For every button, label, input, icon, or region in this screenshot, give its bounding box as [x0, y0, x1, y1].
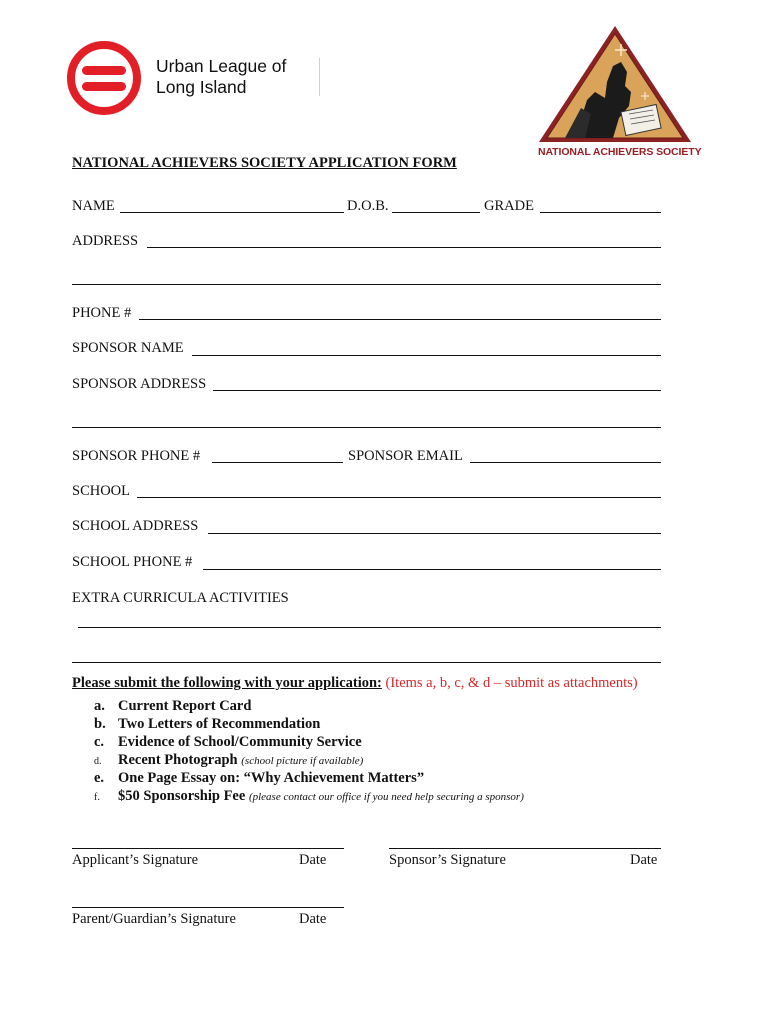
list-item-text: One Page Essay on: “Why Achievement Matters” — [118, 770, 425, 786]
school-address-label: SCHOOL ADDRESS — [72, 518, 199, 534]
list-item — [94, 769, 524, 787]
list-item — [94, 751, 524, 769]
national-achievers-society-seal — [535, 22, 695, 162]
list-item-text: Two Letters of Recommendation — [118, 716, 321, 732]
requirements-heading-text: Please submit the following with your application: — [72, 675, 382, 691]
sponsor-signature-line[interactable] — [389, 848, 661, 849]
name-field[interactable] — [120, 212, 344, 213]
phone-label: PHONE # — [72, 305, 132, 321]
list-item — [94, 715, 524, 733]
list-marker: c. — [94, 734, 105, 750]
guardian-date-label: Date — [299, 911, 327, 927]
address-field-line2[interactable] — [72, 284, 661, 285]
list-item-text: Recent Photograph — [118, 752, 238, 768]
grade-field[interactable] — [540, 212, 661, 213]
address-field[interactable] — [147, 247, 661, 248]
applicant-date-label: Date — [299, 852, 327, 868]
school-address-field[interactable] — [208, 533, 661, 534]
form-title: NATIONAL ACHIEVERS SOCIETY APPLICATION FORM — [72, 155, 457, 171]
sponsor-name-label: SPONSOR NAME — [72, 340, 184, 356]
sponsor-phone-field[interactable] — [212, 462, 343, 463]
list-item-text: $50 Sponsorship Fee — [118, 788, 246, 804]
school-field[interactable] — [137, 497, 661, 498]
list-item-text: Current Report Card — [118, 698, 252, 714]
grade-label: GRADE — [484, 198, 534, 214]
address-label: ADDRESS — [72, 233, 139, 249]
extra-activities-field[interactable] — [78, 627, 661, 628]
name-label: NAME — [72, 198, 115, 214]
school-phone-field[interactable] — [203, 569, 661, 570]
org-name-line1: Urban League of — [156, 56, 287, 76]
list-item — [94, 697, 524, 715]
guardian-signature-line[interactable] — [72, 907, 344, 908]
dob-label: D.O.B. — [347, 198, 389, 214]
requirements-heading — [72, 675, 638, 692]
sponsor-name-field[interactable] — [192, 355, 661, 356]
extra-activities-field-line2[interactable] — [72, 662, 661, 663]
list-marker: d. — [94, 756, 102, 767]
phone-field[interactable] — [139, 319, 661, 320]
extra-activities-label: EXTRA CURRICULA ACTIVITIES — [72, 590, 289, 606]
requirements-list — [94, 697, 524, 805]
list-item — [94, 787, 524, 805]
applicant-signature-label: Applicant’s Signature — [72, 852, 199, 868]
list-item — [94, 733, 524, 751]
sponsor-signature-label: Sponsor’s Signature — [389, 852, 506, 868]
sponsor-email-field[interactable] — [470, 462, 661, 463]
school-label: SCHOOL — [72, 483, 131, 499]
list-item-text: Evidence of School/Community Service — [118, 734, 362, 750]
org-name — [156, 56, 286, 98]
org-name-line2: Long Island — [156, 77, 247, 97]
school-phone-label: SCHOOL PHONE # — [72, 554, 193, 570]
sponsor-address-field[interactable] — [213, 390, 661, 391]
list-marker: b. — [94, 716, 106, 732]
seal-caption: NATIONAL ACHIEVERS SOCIETY — [538, 146, 702, 158]
requirements-heading-note: (Items a, b, c, & d – submit as attachments) — [385, 675, 638, 691]
sponsor-phone-label: SPONSOR PHONE # — [72, 448, 201, 464]
list-item-note: (school picture if available) — [241, 755, 364, 767]
dob-field[interactable] — [392, 212, 480, 213]
sponsor-email-label: SPONSOR EMAIL — [348, 448, 463, 464]
list-marker: e. — [94, 770, 105, 786]
guardian-signature-label: Parent/Guardian’s Signature — [72, 911, 236, 927]
sponsor-date-label: Date — [630, 852, 658, 868]
sponsor-address-field-line2[interactable] — [72, 427, 661, 428]
sponsor-address-label: SPONSOR ADDRESS — [72, 376, 207, 392]
header-divider — [319, 58, 320, 96]
list-marker: a. — [94, 698, 105, 714]
list-marker: f. — [94, 792, 100, 803]
applicant-signature-line[interactable] — [72, 848, 344, 849]
list-item-note: (please contact our office if you need help securing a sponsor) — [248, 791, 524, 803]
